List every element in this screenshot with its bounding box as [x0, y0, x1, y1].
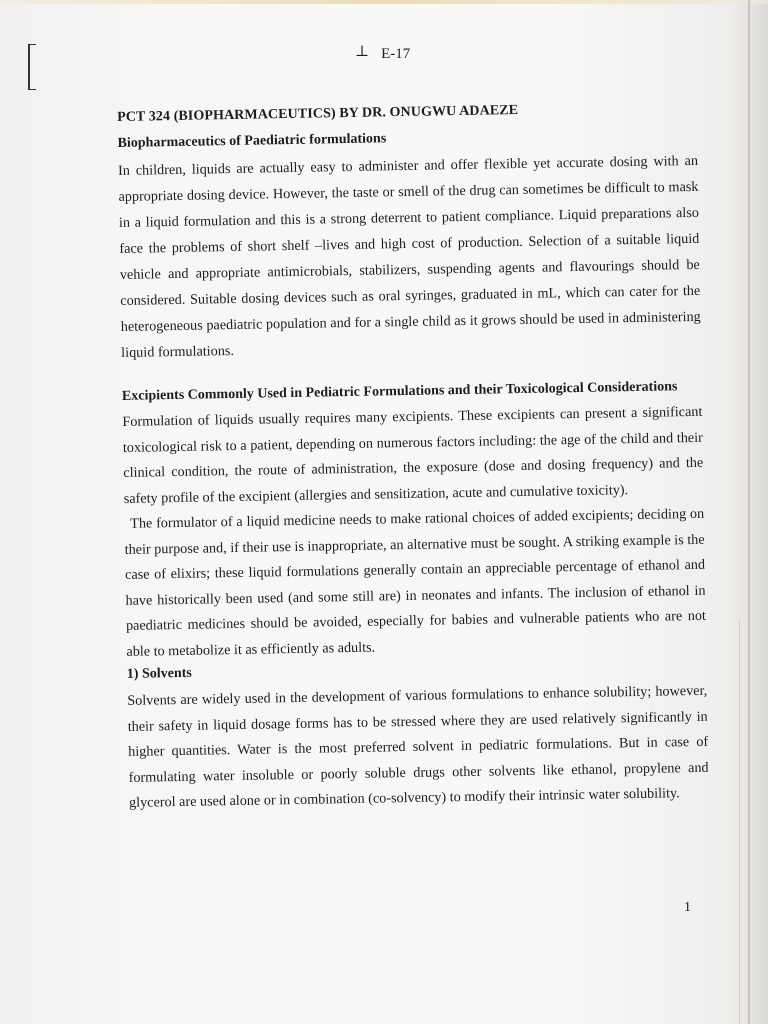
- paragraph-excipients-2: The formulator of a liquid medicine needs to make rational choices of added excipients; deciding on their purpose and, if their use is inappropriate, an alternative must be sought. A striking example is the case of elixirs; these liquid formulations generally contain an appreciable percentage of ethanol and have historically been used (and some still are) in neonates and infants. The inclusion of ethanol in paediatric medicines should be avoided, especially for babies and vulnerable patients who are not able to metabolize it as efficiently as adults.: [124, 505, 707, 660]
- page-top-edge: [0, 0, 768, 4]
- page-edge-shadow-secondary: [739, 620, 740, 1024]
- paragraph-paediatric: In children, liquids are actually easy to administer and offer flexible yet accurate dosing with an appropriate dosing device. However, the taste or smell of the drug can sometimes be difficult to mask in a liquid formulation and this is a strong deterrent to patient compliance. Liquid preparations also face the problems of short shelf –lives and high cost of production. Selection of a suitable liquid vehicle and appropriate antimicrobials, stabilizers, suspending agents and flavourings should be considered. Suitable dosing devices such as oral syringes, graduated in mL, which can cater for the heterogeneous paediatric population and for a single child as it grows should be used in administering liquid formulations.: [117, 152, 701, 361]
- paragraph-solvents: Solvents are widely used in the development of various formulations to enhance solubility; however, their safety in liquid dosage forms has to be stressed where they are used relatively significantly in higher quantities. Water is the most preferred solvent in pediatric formulations. But in case of formulating water insoluble or poorly soluble drugs other solvents like ethanol, propylene and glycerol are used alone or in combination (co-solvency) to modify their intrinsic water solubility.: [127, 682, 709, 811]
- course-title: PCT 324 (BIOPHARMACEUTICS) BY DR. ONUGWU ADAEZE: [117, 103, 519, 125]
- section-title-paediatric: Biopharmaceutics of Paediatric formulations: [117, 131, 387, 151]
- page-header: [355, 45, 410, 64]
- page-number: 1: [684, 900, 691, 915]
- section-title-solvents: 1) Solvents: [126, 665, 192, 682]
- handwritten-mark: ⊥: [355, 44, 370, 60]
- paragraph-excipients-1: Formulation of liquids usually requires many excipients. These excipients can present a significant toxicological risk to a patient, depending on numerous factors including: the age of the child and their clinical condition, the route of administration, the exposure (dose and dosing frequency) and the safety profile of the excipient (allergies and sensitization, acute and cumulative toxicity).: [122, 403, 704, 507]
- page-code: E-17: [381, 46, 411, 62]
- margin-bracket-mark: [28, 44, 36, 90]
- section-title-excipients: Excipients Commonly Used in Pediatric Formulations and their Toxicological Considerations: [121, 379, 678, 404]
- page-edge-shadow: [748, 0, 750, 1024]
- document-content: [117, 100, 709, 817]
